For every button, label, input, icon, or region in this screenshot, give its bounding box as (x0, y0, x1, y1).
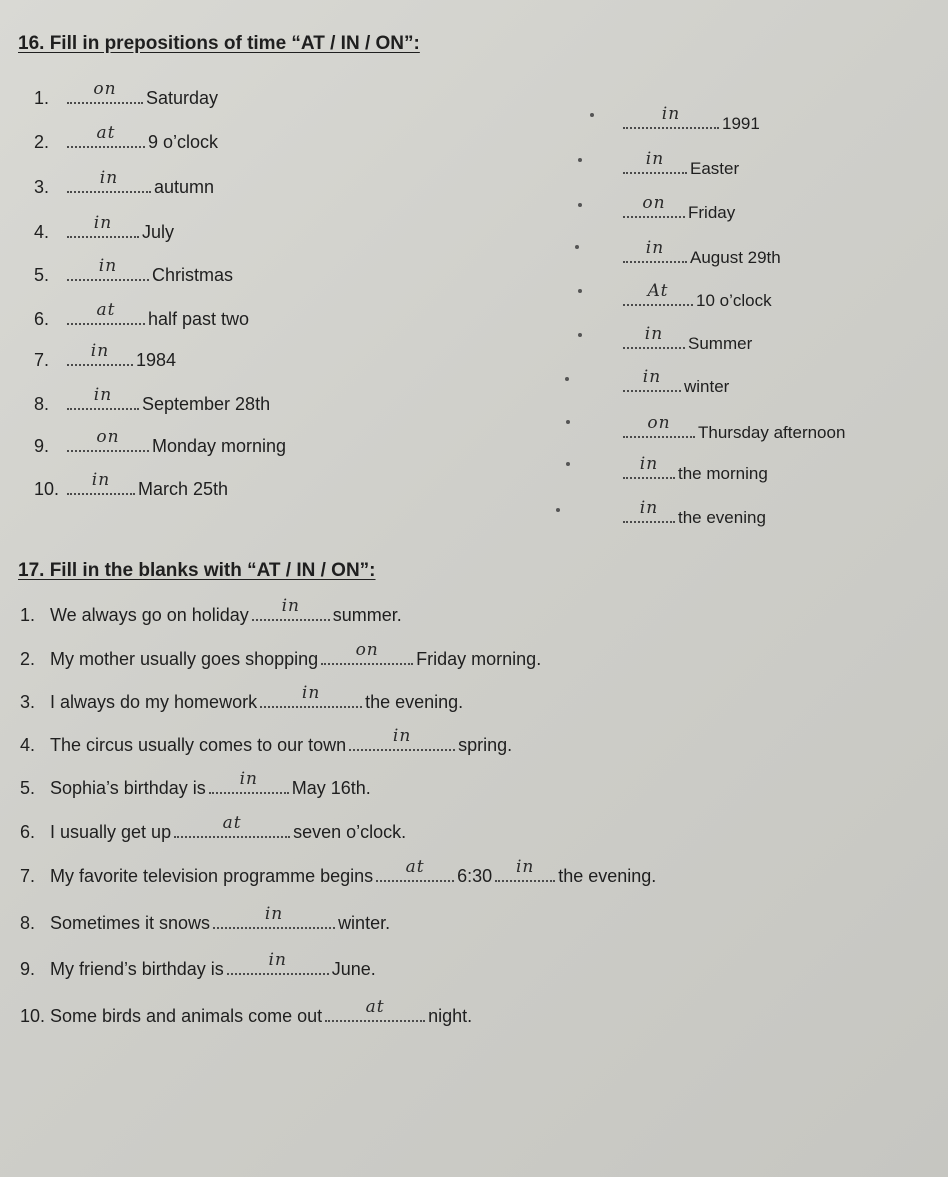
handwritten-answer: in (90, 341, 110, 361)
ex17-item: 3. I always do my homework in the evening. (20, 683, 464, 712)
handwritten-answer: in (93, 213, 113, 233)
exercise-16-title: 16. Fill in prepositions of time “AT / IN / ON”: (18, 33, 420, 54)
dot-mark (556, 508, 560, 512)
dot-mark (590, 113, 594, 117)
ex16-left-item: 5. in Christmas (34, 256, 234, 285)
ex16-right-item: on Friday (620, 200, 735, 224)
handwritten-answer: in (661, 104, 681, 124)
handwritten-answer: in (392, 726, 412, 746)
dot-mark (578, 289, 582, 293)
ex16-left-item: 4. in July (34, 213, 175, 242)
ex17-item: 8. Sometimes it snows in winter. (20, 904, 391, 933)
dot-mark (578, 158, 582, 162)
ex16-left-item: 7. in 1984 (34, 341, 177, 370)
handwritten-answer: in (639, 454, 659, 474)
ex16-right-item: in the morning (620, 461, 768, 485)
handwritten-answer: in (515, 857, 535, 877)
handwritten-answer: in (239, 769, 258, 789)
dot-mark (566, 462, 570, 466)
dot-mark (575, 245, 579, 249)
handwritten-answer: at (405, 857, 425, 877)
handwritten-answer: at (222, 813, 242, 833)
ex17-item: 5. Sophia’s birthday is in May 16th. (20, 769, 371, 798)
ex16-left-item: 10. in March 25th (34, 470, 229, 499)
ex16-right-item: in August 29th (620, 245, 781, 269)
ex16-left-item: 3. in autumn (34, 168, 215, 197)
exercise-17-title: 17. Fill in the blanks with “AT / IN / ON”: (18, 560, 376, 581)
ex16-left-item: 1. on Saturday (34, 79, 219, 108)
handwritten-answer: on (647, 413, 671, 433)
ex16-right-item: in the evening (620, 505, 766, 529)
handwritten-answer: on (96, 427, 120, 447)
handwritten-answer: in (264, 904, 284, 924)
dot-mark (565, 377, 569, 381)
ex17-item: 6. I usually get up at seven o’clock. (20, 813, 407, 842)
ex16-right-item: on Thursday afternoon (620, 420, 845, 444)
ex17-item: 10. Some birds and animals come out at night. (20, 997, 473, 1026)
ex17-item: 1. We always go on holiday in summer. (20, 596, 402, 625)
ex17-item: 4. The circus usually comes to our town in spring. (20, 726, 513, 755)
handwritten-answer: in (644, 324, 664, 344)
dot-mark (578, 333, 582, 337)
handwritten-answer: in (645, 149, 665, 169)
ex16-right-item: in Summer (620, 331, 752, 355)
ex17-item: 7. My favorite television programme begins at 6:30 in the evening. (20, 857, 657, 886)
ex16-left-item: 8. in September 28th (34, 385, 271, 414)
handwritten-answer: in (98, 256, 118, 276)
ex16-right-item: in 1991 (620, 111, 760, 135)
ex16-right-item: in winter (620, 374, 729, 398)
handwritten-answer: in (91, 470, 111, 490)
handwritten-answer: in (93, 385, 113, 405)
dot-mark (578, 203, 582, 207)
handwritten-answer: in (642, 367, 662, 387)
handwritten-answer: on (642, 193, 666, 213)
handwritten-answer: in (645, 238, 665, 258)
handwritten-answer: at (96, 123, 116, 143)
handwritten-answer: at (365, 997, 385, 1017)
dot-mark (566, 420, 570, 424)
ex16-right-item: in Easter (620, 156, 739, 180)
handwritten-answer: At (647, 281, 669, 301)
ex17-item: 9. My friend’s birthday is in June. (20, 950, 376, 979)
handwritten-answer: in (281, 596, 300, 616)
handwritten-answer: at (96, 300, 116, 320)
handwritten-answer: in (639, 498, 659, 518)
handwritten-answer: on (355, 640, 379, 660)
handwritten-answer: on (93, 79, 117, 99)
handwritten-answer: in (301, 683, 321, 703)
ex16-right-item: At 10 o’clock (620, 288, 772, 312)
ex16-left-item: 2. at 9 o’clock (34, 123, 219, 152)
ex17-item: 2. My mother usually goes shopping on Friday morning. (20, 640, 542, 669)
ex16-left-item: 9. on Monday morning (34, 427, 287, 456)
handwritten-answer: in (99, 168, 119, 188)
ex16-left-item: 6. at half past two (34, 300, 250, 329)
handwritten-answer: in (268, 950, 287, 970)
